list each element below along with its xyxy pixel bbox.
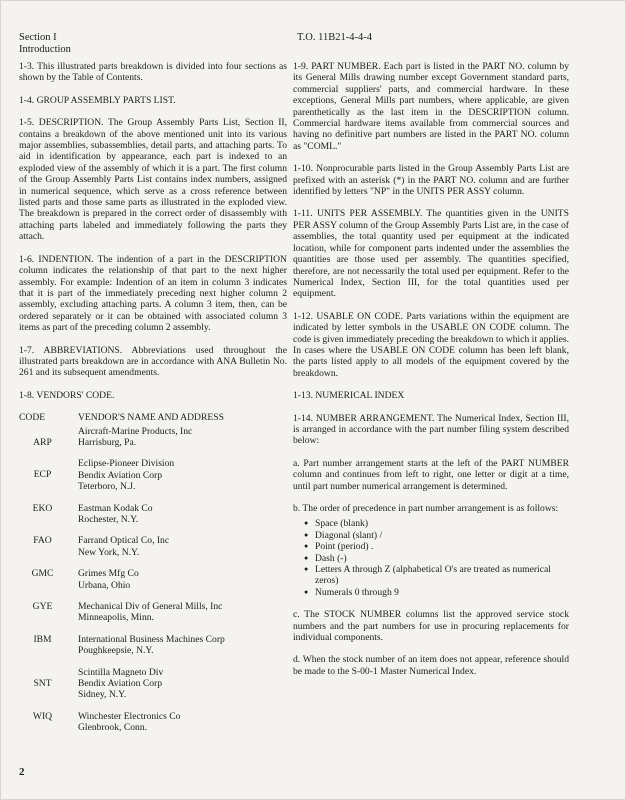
vendor-name-column-header: VENDOR'S NAME AND ADDRESS	[78, 412, 224, 424]
paragraph-1-14: 1-14. NUMBER ARRANGEMENT. The Numerical Index, Section III, is arranged in accordance with the part number filing system described below:	[293, 412, 569, 447]
vendor-table-header	[19, 412, 287, 423]
paragraph-1-5: 1-5. DESCRIPTION. The Group Assembly Parts List, Section II, contains a breakdown of the above mentioned unit into its various major assemblies, subassemblies, detail parts, and attaching parts. To aid in identification by appearance, each part is indexed to an exploded view of the assembly of which it is a part. The first column of the Group Assembly Parts List contains index numbers, assigned in numerical sequence, which serve as a cross reference between listed parts and those same parts as illustrated in the exploded view. The breakdown is prepared in the correct order of disassembly with attaching parts labeled and immediately following the parts they attach.	[19, 117, 287, 243]
paragraph-1-3: 1-3. This illustrated parts breakdown is divided into four sections as shown by the Table of Contents.	[19, 61, 287, 84]
paragraph-b: b. The order of precedence in part number arrangement is as follows:	[293, 503, 559, 514]
vendor-line3: Sidney, N.Y.	[78, 689, 127, 701]
paragraph-d: d. When the stock number of an item does not appear, reference should be made to the S-00-1 Master Numerical Index.	[293, 654, 569, 677]
precedence-item: ● Dash (-)	[307, 553, 569, 564]
left-column	[19, 61, 287, 744]
page-number: 2	[19, 766, 25, 778]
paragraph-1-11: 1-11. UNITS PER ASSEMBLY. The quantities given in the UNITS PER ASSY column of the Group Assembly Parts List are, in the case of assemblies, the total quantity used per equipment at the indicated location, while for component parts indented under the assemblies the quantities are those used per assembly. The quantities specified, therefore, are not necessarily the total used per equipment. Refer to the Numerical Index, Section III, for the total quantities used per equipment.	[293, 208, 569, 300]
vendor-line1: Scintilla Magneto Div	[78, 666, 164, 678]
vendor-row	[19, 503, 287, 526]
vendor-code: EKO	[32, 502, 53, 514]
heading-1-4: 1-4. GROUP ASSEMBLY PARTS LIST.	[19, 94, 176, 106]
paragraph-a: a. Part number arrangement starts at the left of the PART NUMBER column and continues from left to right, one letter or digit at a time, until part number numerical arrangement is determined.	[293, 457, 569, 492]
vendor-line2: Bendix Aviation Corp	[78, 678, 163, 690]
vendor-line1: Farrand Optical Co, Inc	[78, 535, 170, 547]
vendor-line1: Winchester Electronics Co	[78, 710, 181, 722]
heading-1-8: 1-8. VENDORS' CODE.	[19, 389, 115, 401]
vendor-name-address	[66, 535, 287, 558]
vendor-name-address	[66, 634, 287, 657]
vendor-row	[19, 634, 287, 657]
vendor-code-column-header: CODE	[19, 412, 46, 424]
precedence-item: ● Letters A through Z (alphabetical O's are treated as numerical zeros)	[307, 564, 569, 587]
vendor-line1: Eastman Kodak Co	[78, 502, 153, 514]
vendor-code: ECP	[33, 469, 52, 481]
vendor-line2: Minneapolis, Minn.	[78, 612, 154, 624]
vendor-name-address	[66, 426, 287, 449]
paragraph-1-12: 1-12. USABLE ON CODE. Parts variations within the equipment are indicated by letter symbols in the USABLE ON CODE column. The code is given immediately preceding the breakdown to which it applies. In cases where the USABLE ON CODE column has been left blank, the parts listed apply to all models of the equipment covered by the breakdown.	[293, 310, 569, 379]
precedence-item: ● Diagonal (slant) /	[307, 530, 569, 541]
vendor-line2: Glenbrook, Conn.	[78, 722, 148, 734]
document-number: T.O. 11B21-4-4-4	[297, 32, 372, 43]
vendor-name-address	[66, 568, 287, 591]
vendor-line2: Bendix Aviation Corp	[78, 469, 163, 481]
vendor-code: ARP	[33, 436, 52, 448]
precedence-item: ● Point (period) .	[307, 541, 569, 552]
vendor-line2: Urbana, Ohio	[78, 579, 131, 591]
vendor-code: SNT	[33, 677, 52, 689]
vendor-name-address	[66, 667, 287, 701]
precedence-item: ● Numerals 0 through 9	[307, 587, 569, 598]
vendor-line2: Poughkeepsie, N.Y.	[78, 645, 154, 657]
vendor-row	[19, 535, 287, 558]
vendor-code: IBM	[33, 633, 52, 645]
vendor-name-address	[66, 458, 287, 492]
paragraph-1-10: 1-10. Nonprocurable parts listed in the Group Assembly Parts List are prefixed with an asterisk (*) in the PART NO. column and are further identified by letters "NP" in the UNITS PER ASSY column.	[293, 163, 569, 198]
vendor-line1: Grimes Mfg Co	[78, 568, 139, 580]
vendor-row	[19, 601, 287, 624]
vendor-line2: Harrisburg, Pa.	[78, 436, 137, 448]
precedence-item: ● Space (blank)	[307, 518, 569, 529]
vendor-line2: New York, N.Y.	[78, 546, 140, 558]
vendor-code-table	[19, 412, 287, 734]
vendor-row	[19, 568, 287, 591]
section-label: Section I	[19, 32, 57, 43]
vendor-line2: Rochester, N.Y.	[78, 514, 139, 525]
vendor-row	[19, 667, 287, 701]
vendor-name-address	[66, 601, 287, 624]
section-subtitle: Introduction	[19, 44, 71, 55]
vendor-row	[19, 426, 287, 449]
paragraph-1-9: 1-9. PART NUMBER. Each part is listed in the PART NO. column by its General Mills drawing number except Government standard parts, commercial suppliers' parts, and commercial hardware. In these exceptions, General Mills part numbers, where applicable, are given parenthetically as the last item in the DESCRIPTION column. Commercial hardware items available from commercial sources and having no definitive part numbers are listed in the PART NO. column as "COML."	[293, 61, 569, 152]
paragraph-1-7: 1-7. ABBREVIATIONS. Abbreviations used throughout the illustrated parts breakdown are in accordance with ANA Bulletin No. 261 and its subsequent amendments.	[19, 344, 287, 379]
vendor-code: WIQ	[32, 710, 53, 722]
section-header	[19, 32, 71, 56]
vendor-rows	[19, 426, 287, 734]
vendor-row	[19, 711, 287, 734]
vendor-line3: Teterboro, N.J.	[78, 481, 136, 493]
vendor-name-address	[66, 503, 287, 526]
vendor-line1: Mechanical Div of General Mills, Inc	[78, 601, 223, 613]
paragraph-c: c. The STOCK NUMBER columns list the approved service stock numbers and the part numbers for use in procuring replacements for individual components.	[293, 609, 569, 644]
heading-1-13: 1-13. NUMERICAL INDEX	[293, 390, 405, 402]
right-column	[293, 61, 569, 688]
vendor-code: GYE	[32, 601, 53, 613]
precedence-list	[293, 518, 569, 598]
vendor-line1: Eclipse-Pioneer Division	[78, 458, 175, 470]
vendor-name-address	[66, 711, 287, 734]
vendor-code: GMC	[31, 568, 54, 580]
vendor-line1: International Business Machines Corp	[78, 633, 225, 645]
paragraph-1-6: 1-6. INDENTION. The indention of a part in the DESCRIPTION column indicates the relationship of that part to the next higher assembly. For example: Indention of an item in column 3 indicates that it is part of the immediately preceding next higher column 2 assembly, excluding attaching parts. A column 3 item, then, can be ordered separately or it can be obtained with associated column 3 items as part of the preceding column 2 assembly.	[19, 253, 287, 334]
vendor-row	[19, 458, 287, 492]
vendor-line1: Aircraft-Marine Products, Inc	[78, 425, 193, 437]
vendor-code: FAO	[33, 535, 52, 547]
